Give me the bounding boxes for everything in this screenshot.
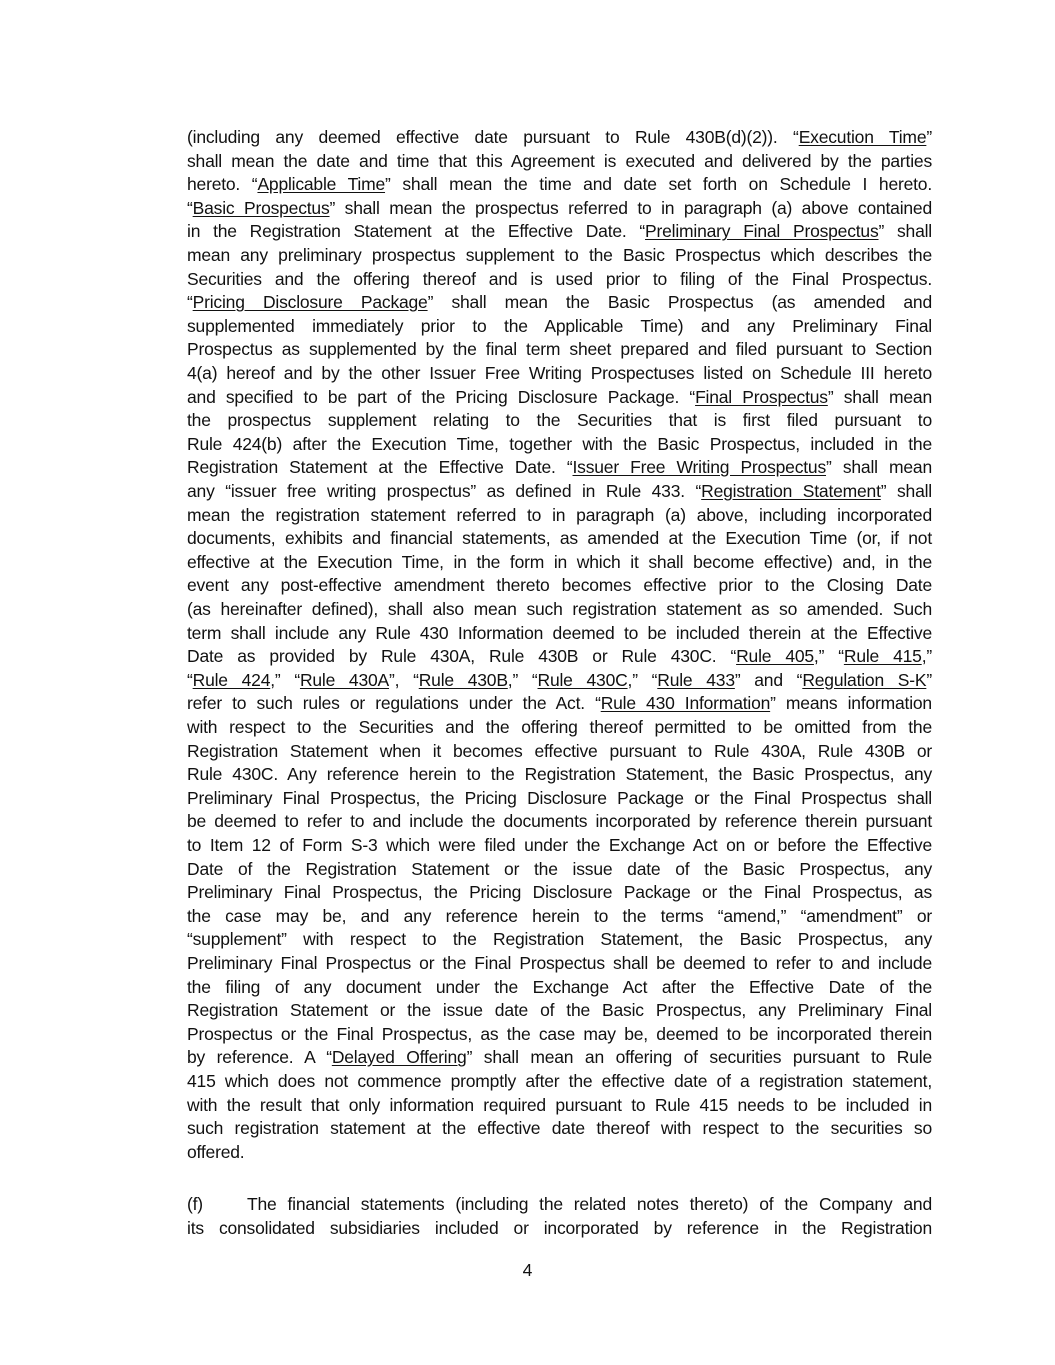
section-f-line-2: its consolidated subsidiaries included or incorporated by reference in the Registration bbox=[187, 1217, 932, 1238]
body-line bbox=[187, 716, 932, 740]
body-line bbox=[187, 1141, 932, 1165]
body-line bbox=[187, 574, 932, 598]
defined-term: Rule 430C bbox=[537, 669, 628, 690]
body-line bbox=[187, 338, 932, 362]
line-text: effective at the Execution Time, in the form in which it shall become effective) and, in the bbox=[187, 551, 932, 572]
page-number: 4 bbox=[522, 1260, 533, 1280]
body-line bbox=[187, 244, 932, 268]
line-text: hereto. “ bbox=[187, 174, 258, 195]
line-text: 415 which does not commence promptly after the effective date of a registration statement, bbox=[187, 1071, 932, 1091]
line-text: refer to such rules or regulations under the Act. “ bbox=[187, 693, 601, 714]
line-text: supplemented immediately prior to the Applicable Time) and any Preliminary Final bbox=[187, 315, 932, 336]
line-text: Rule 430C. Any reference herein to the Registration Statement, the Basic Prospectus, any bbox=[187, 764, 932, 785]
line-text: Registration Statement at the Effective Date. “ bbox=[187, 457, 573, 478]
line-text: Date as provided by Rule 430A, Rule 430B or Rule 430C. “ bbox=[187, 646, 737, 667]
body-line bbox=[187, 150, 932, 174]
line-text: Preliminary Final Prospectus, the Pricing Disclosure Package or the Final Prospectus shall bbox=[187, 787, 932, 808]
line-text: Date of the Registration Statement or the issue date of the Basic Prospectus, any bbox=[187, 858, 932, 879]
line-text: “ bbox=[187, 669, 193, 690]
body-line bbox=[187, 976, 932, 1000]
line-text: ” bbox=[926, 127, 932, 147]
section-f-paragraph bbox=[187, 1193, 932, 1240]
body-line bbox=[187, 386, 932, 410]
line-text: with respect to the Securities and the offering thereof permitted to be omitted from the bbox=[187, 717, 932, 737]
body-line bbox=[187, 220, 932, 244]
line-text: ” shall bbox=[878, 221, 932, 242]
body-line bbox=[187, 858, 932, 882]
line-text: the filing of any document under the Exchange Act after the Effective Date of the bbox=[187, 976, 932, 997]
body-line bbox=[187, 173, 932, 197]
line-text: “supplement” with respect to the Registration Statement, the Basic Prospectus, any bbox=[187, 929, 932, 950]
line-text: ” bbox=[926, 669, 932, 690]
line-text: ,” “ bbox=[627, 669, 658, 690]
line-text: any “issuer free writing prospectus” as defined in Rule 433. “ bbox=[187, 481, 702, 501]
line-text: Registration Statement or the issue date of the Basic Prospectus, any Preliminary Final bbox=[187, 1000, 932, 1021]
line-text: Preliminary Final Prospectus, the Pricing Disclosure Package or the Final Prospectus, as bbox=[187, 882, 932, 903]
body-line bbox=[187, 197, 932, 221]
defined-term: Delayed Offering bbox=[331, 1047, 467, 1068]
defined-term: Rule 430 Information bbox=[600, 693, 771, 714]
line-text: ” means information bbox=[770, 693, 932, 714]
line-text: and specified to be part of the Pricing Disclosure Package. “ bbox=[187, 386, 696, 407]
body-line bbox=[187, 551, 932, 575]
line-text: offered. bbox=[187, 1141, 245, 1162]
line-text: ” shall mean an offering of securities pursuant to Rule bbox=[466, 1047, 932, 1068]
line-text: with the result that only information required pursuant to Rule 415 needs to be included in bbox=[187, 1094, 932, 1115]
line-text: (including any deemed effective date pursuant to Rule 430B(d)(2)). “ bbox=[187, 127, 799, 147]
line-text: Registration Statement when it becomes effective pursuant to Rule 430A, Rule 430B or bbox=[187, 740, 932, 761]
line-text: ” and “ bbox=[734, 669, 803, 690]
line-text: by reference. A “ bbox=[187, 1047, 332, 1068]
body-line bbox=[187, 881, 932, 905]
body-line bbox=[187, 810, 932, 834]
line-text: (as hereinafter defined), shall also mean such registration statement as so amended. Such bbox=[187, 599, 932, 619]
defined-term: Final Prospectus bbox=[695, 386, 828, 407]
line-text: ,” “ bbox=[507, 669, 538, 690]
line-text: the prospectus supplement relating to the Securities that is first filed pursuant to bbox=[187, 410, 932, 431]
body-line bbox=[187, 999, 932, 1023]
line-text: ” shall mean the time and date set forth on Schedule I hereto. bbox=[385, 174, 932, 195]
line-text: “ bbox=[187, 197, 193, 218]
line-text: be deemed to refer to and include the documents incorporated by reference therein pursuant bbox=[187, 811, 932, 832]
line-text: mean any preliminary prospectus supplement to the Basic Prospectus which describes the bbox=[187, 245, 932, 265]
line-text: ” shall bbox=[880, 481, 932, 501]
defined-term: Execution Time bbox=[798, 127, 927, 147]
defined-term: Registration Statement bbox=[701, 481, 881, 501]
defined-term: Rule 405 bbox=[736, 646, 814, 667]
line-text: Preliminary Final Prospectus or the Final Prospectus shall be deemed to refer to and include bbox=[187, 953, 932, 973]
line-text: ” shall mean the prospectus referred to in paragraph (a) above contained bbox=[329, 197, 932, 218]
line-text: Prospectus as supplemented by the final term sheet prepared and filed pursuant to Section bbox=[187, 339, 932, 360]
defined-term: Basic Prospectus bbox=[192, 197, 330, 218]
defined-term: Pricing Disclosure Package bbox=[192, 292, 428, 313]
body-line bbox=[187, 268, 932, 292]
body-line bbox=[187, 740, 932, 764]
defined-term: Rule 433 bbox=[657, 669, 735, 690]
body-line bbox=[187, 409, 932, 433]
body-line bbox=[187, 315, 932, 339]
line-text: shall mean the date and time that this Agreement is executed and delivered by the parties bbox=[187, 150, 932, 171]
line-text: Prospectus or the Final Prospectus, as the case may be, deemed to be incorporated therein bbox=[187, 1023, 932, 1044]
line-text: documents, exhibits and financial statements, as amended at the Execution Time (or, if not bbox=[187, 528, 932, 549]
line-text: to Item 12 of Form S-3 which were filed under the Exchange Act on or before the Effective bbox=[187, 835, 932, 855]
body-line bbox=[187, 669, 932, 693]
line-text: ”, “ bbox=[389, 669, 419, 690]
defined-term: Rule 430A bbox=[299, 669, 390, 690]
line-text: ” shall mean bbox=[827, 386, 932, 407]
line-text: such registration statement at the effective date thereof with respect to the securities so bbox=[187, 1118, 932, 1139]
body-line bbox=[187, 456, 932, 480]
body-line bbox=[187, 126, 932, 150]
body-line bbox=[187, 598, 932, 622]
line-text: event any post-effective amendment thereto becomes effective prior to the Closing Date bbox=[187, 575, 932, 596]
body-line bbox=[187, 763, 932, 787]
body-line bbox=[187, 1094, 932, 1118]
line-text: in the Registration Statement at the Effective Date. “ bbox=[187, 221, 646, 242]
defined-term: Issuer Free Writing Prospectus bbox=[572, 457, 827, 478]
body-line bbox=[187, 480, 932, 504]
defined-term: Regulation S-K bbox=[802, 669, 927, 690]
defined-term: Rule 424 bbox=[192, 669, 271, 690]
body-line bbox=[187, 362, 932, 386]
line-text: “ bbox=[187, 292, 193, 313]
section-f-line-1: The financial statements (including the related notes thereto) of the Company and bbox=[247, 1194, 932, 1214]
body-line bbox=[187, 527, 932, 551]
line-text: ,” “ bbox=[270, 669, 300, 690]
body-line bbox=[187, 928, 932, 952]
line-text: term shall include any Rule 430 Information deemed to be included therein at the Effective bbox=[187, 622, 932, 643]
defined-term: Preliminary Final Prospectus bbox=[645, 221, 879, 242]
body-line bbox=[187, 645, 932, 669]
body-line bbox=[187, 952, 932, 976]
line-text: Securities and the offering thereof and is used prior to filing of the Final Prospectus. bbox=[187, 268, 932, 289]
defined-term: Applicable Time bbox=[257, 174, 386, 195]
body-line bbox=[187, 1117, 932, 1141]
line-text: 4(a) hereof and by the other Issuer Free Writing Prospectuses listed on Schedule III hereto bbox=[187, 363, 932, 383]
body-line bbox=[187, 1046, 932, 1070]
line-text: ” shall mean the Basic Prospectus (as amended and bbox=[427, 292, 932, 313]
defined-term: Rule 415 bbox=[843, 646, 922, 667]
line-text: Rule 424(b) after the Execution Time, together with the Basic Prospectus, included in the bbox=[187, 433, 932, 454]
body-line bbox=[187, 1023, 932, 1047]
body-line bbox=[187, 504, 932, 528]
body-line bbox=[187, 692, 932, 716]
line-text: ,” “ bbox=[813, 646, 844, 667]
body-line bbox=[187, 1070, 932, 1094]
line-text: the case may be, and any reference herein to the terms “amend,” “amendment” or bbox=[187, 905, 932, 926]
body-line bbox=[187, 433, 932, 457]
body-line bbox=[187, 905, 932, 929]
body-line bbox=[187, 622, 932, 646]
line-text: ,” bbox=[921, 646, 932, 667]
line-text: ” shall mean bbox=[826, 457, 933, 478]
defined-term: Rule 430B bbox=[418, 669, 508, 690]
section-f-label: (f) bbox=[187, 1194, 203, 1214]
body-line bbox=[187, 787, 932, 811]
line-text: mean the registration statement referred to in paragraph (a) above, including incorporated bbox=[187, 504, 932, 525]
body-line bbox=[187, 291, 932, 315]
body-line bbox=[187, 834, 932, 858]
